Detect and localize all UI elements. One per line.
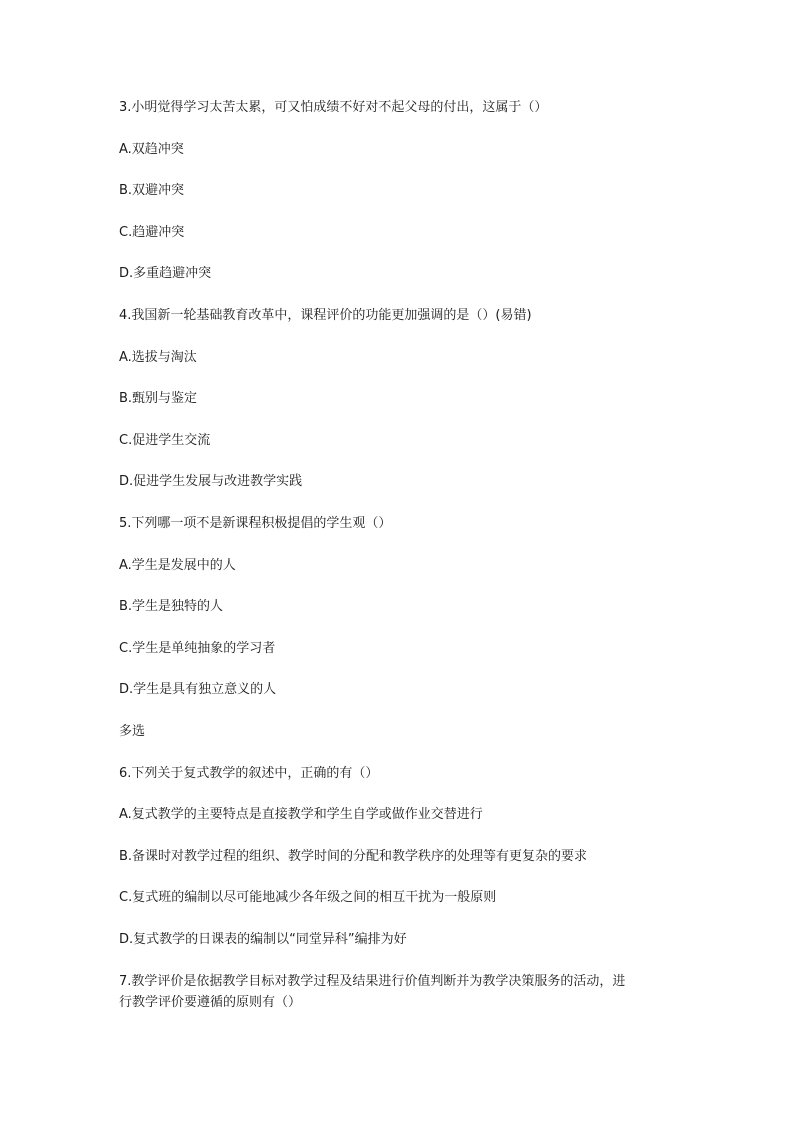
question-3-option-c: C.趋避冲突	[119, 225, 185, 240]
question-6-option-b: B.备课时对教学过程的组织、教学时间的分配和教学秩序的处理等有更复杂的要求	[119, 849, 588, 864]
question-4-stem: 4.我国新一轮基础教育改革中，课程评价的功能更加强调的是（）(易错)	[119, 308, 532, 323]
question-5-stem: 5.下列哪一项不是新课程积极提倡的学生观（）	[119, 516, 392, 531]
section-heading-multi-choice: 多选	[119, 724, 146, 739]
question-3-option-d: D.多重趋避冲突	[119, 266, 212, 281]
question-6-option-a: A.复式教学的主要特点是直接教学和学生自学或做作业交替进行	[119, 807, 483, 822]
question-5-option-c: C.学生是单纯抽象的学习者	[119, 641, 276, 656]
question-3-stem: 3.小明觉得学习太苦太累，可又怕成绩不好对不起父母的付出，这属于（）	[119, 100, 548, 115]
question-7-stem-line-1: 7.教学评价是依据教学目标对教学过程及结果进行价值判断并为教学决策服务的活动，进	[119, 974, 626, 989]
question-6-stem: 6.下列关于复式教学的叙述中，正确的有（）	[119, 766, 379, 781]
question-3-option-b: B.双避冲突	[119, 183, 185, 198]
question-4-option-b: B.甄别与鉴定	[119, 391, 198, 406]
question-5-option-b: B.学生是独特的人	[119, 599, 224, 614]
question-5-option-a: A.学生是发展中的人	[119, 558, 236, 573]
question-6-option-d: D.复式教学的日课表的编制以“同堂异科”编排为好	[119, 932, 407, 947]
question-4-option-d: D.促进学生发展与改进教学实践	[119, 474, 303, 489]
question-5-option-d: D.学生是具有独立意义的人	[119, 682, 277, 697]
question-3-option-a: A.双趋冲突	[119, 142, 184, 157]
question-7-stem-line-2: 行教学评价要遵循的原则有（）	[119, 995, 302, 1010]
question-6-option-c: C.复式班的编制以尽可能地减少各年级之间的相互干扰为一般原则	[119, 890, 497, 905]
question-4-option-c: C.促进学生交流	[119, 433, 211, 448]
question-4-option-a: A.选拔与淘汰	[119, 350, 197, 365]
